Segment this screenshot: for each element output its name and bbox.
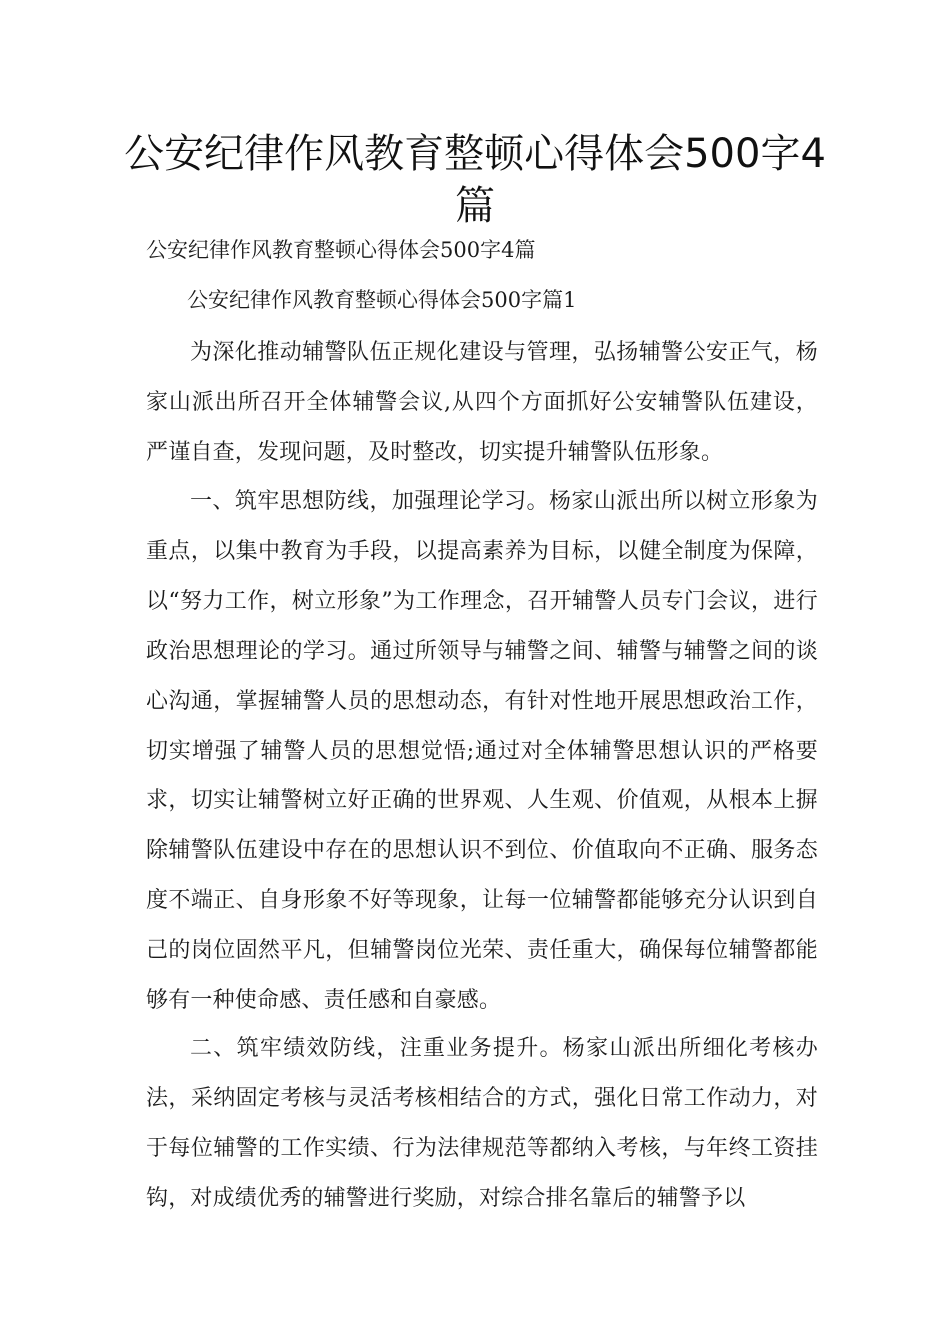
paragraph-intro: 为深化推动辅警队伍正规化建设与管理，弘扬辅警公安正气，杨家山派出所召开全体辅警会议,从四个方面抓好公安辅警队伍建设，严谨自查，发现问题，及时整改，切实提升辅警队伍形象。 bbox=[146, 340, 818, 465]
paragraph-point-one: 一、筑牢思想防线，加强理论学习。杨家山派出所以树立形象为重点，以集中教育为手段，以提高素养为目标，以健全制度为保障，以“努力工作，树立形象”为工作理念，召开辅警人员专门会议，进行政治思想理论的学习。通过所领导与辅警之间、辅警与辅警之间的谈心沟通，掌握辅警人员的思想动态，有针对性地开展思想政治工作，切实增强了辅警人员的思想觉悟;通过对全体辅警思想认识的严格要求，切实让辅警树立好正确的世界观、人生观、价值观，从根本上摒除辅警队伍建设中存在的思想认识不到位、价值取向不正确、服务态度不端正、自身形象不好等现象，让每一位辅警都能够充分认识到自己的岗位固然平凡，但辅警岗位光荣、责任重大，确保每位辅警都能够有一种使命感、责任感和自豪感。 bbox=[146, 489, 818, 1014]
paragraph-point-two: 二、筑牢绩效防线，注重业务提升。杨家山派出所细化考核办法，采纳固定考核与灵活考核相结合的方式，强化日常工作动力，对于每位辅警的工作实绩、行为法律规范等都纳入考核，与年终工资挂钩，对成绩优秀的辅警进行奖励，对综合排名靠后的辅警予以 bbox=[146, 1036, 818, 1211]
document-subtitle: 公安纪律作风教育整顿心得体会500字4篇 bbox=[146, 238, 536, 262]
section-heading: 公安纪律作风教育整顿心得体会500字篇1 bbox=[187, 288, 577, 312]
document-title: 公安纪律作风教育整顿心得体会500字4篇 bbox=[124, 131, 826, 229]
